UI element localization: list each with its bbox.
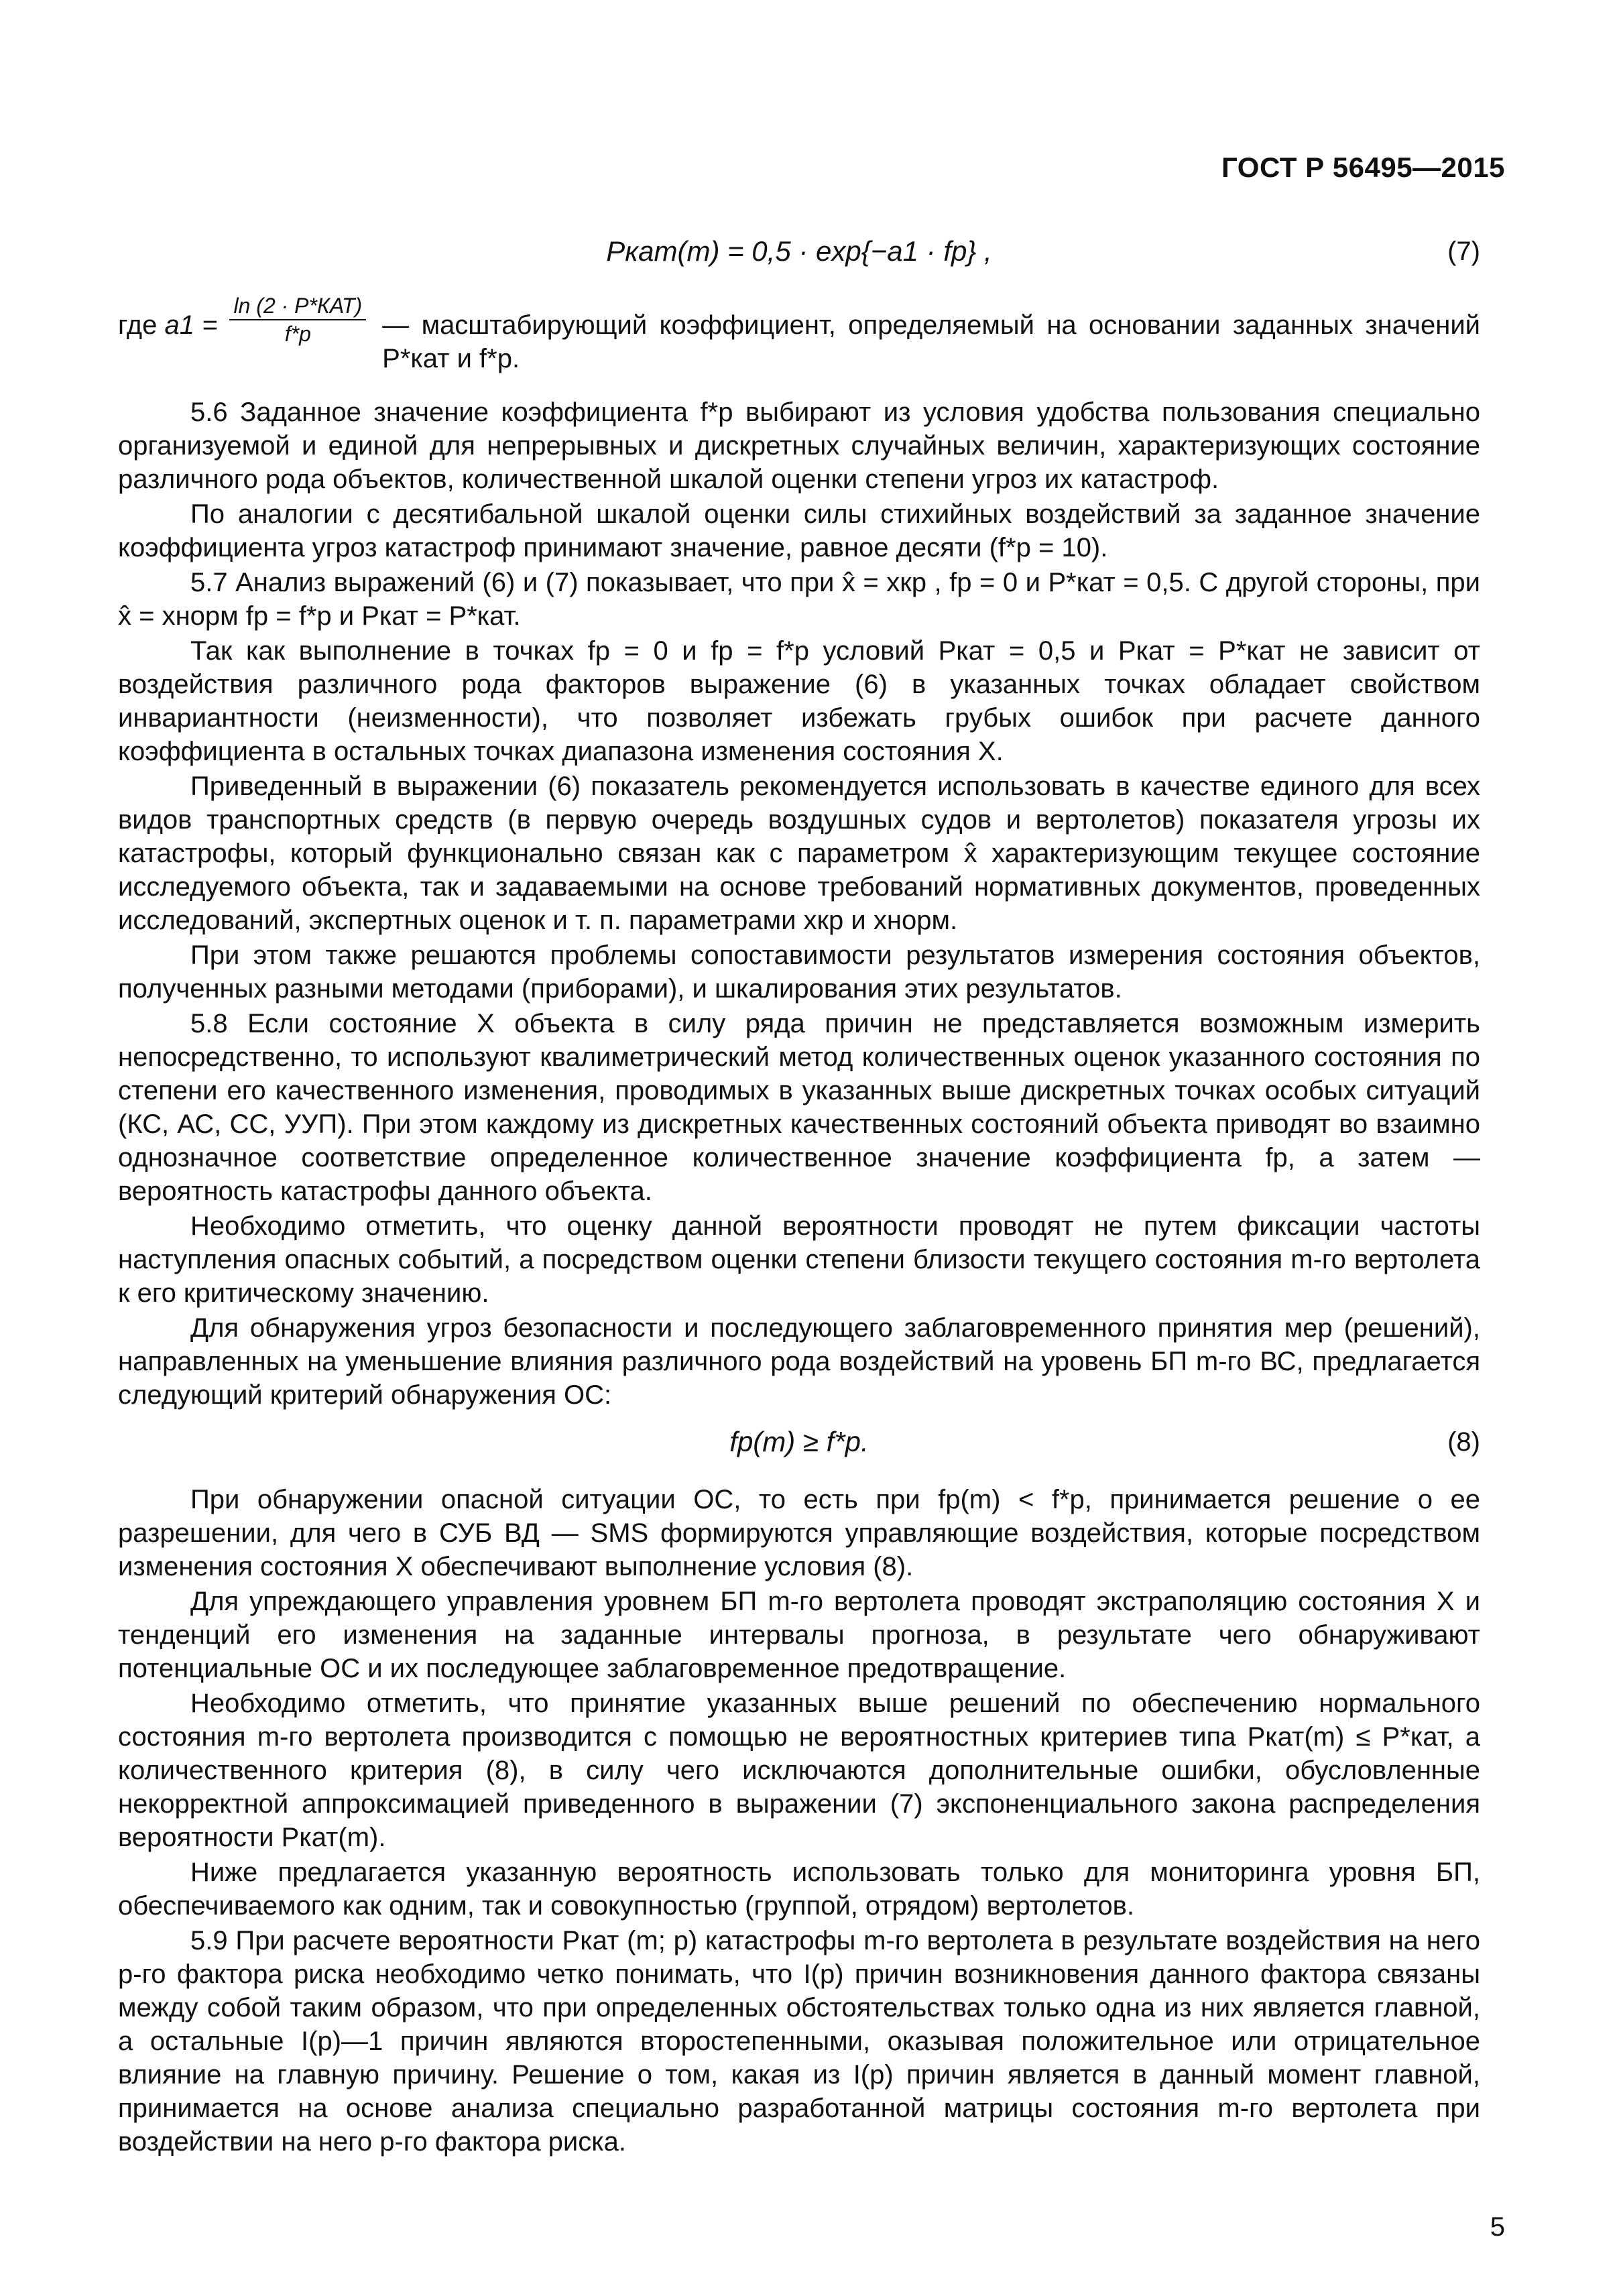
paragraph: Для обнаружения угроз безопасности и последующего заблаговременного принятия мер (решений), направленных на уменьшение влияния различного рода воздействий на уровень БП m-го ВС, предлагается следующий критерий обнаружения ОС: [118, 1313, 1480, 1410]
fraction-numerator: ln (2 · P*КАТ) [229, 292, 366, 320]
formula-number: (8) [1447, 1427, 1480, 1457]
page-number: 5 [1490, 2212, 1505, 2242]
paragraph: Необходимо отметить, что оценку данной вероятности проводят не путем фиксации частоты наступления опасных событий, а посредством оценки степени близости текущего состояния m-го вертолета к его критическому значению. [118, 1211, 1480, 1308]
paragraph: Приведенный в выражении (6) показатель рекомендуется использовать в качестве единого для всех видов транспортных средств (в первую очередь воздушных судов и вертолетов) показателя угрозы их катастрофы, который функционально связан как с параметром x̂ характеризующим текущее состояние исследуемого объекта, так и задаваемыми на основе требований нормативных документов, проведенных исследований, экспертных оценок и т. п. параметрами xкр и xнорм. [118, 772, 1480, 935]
formula-7 [118, 228, 1480, 284]
paragraph: 5.8 Если состояние X объекта в силу ряда причин не представляется возможным измерить непосредственно, то используют квалиметрический метод количественных оценок указанного состояния по степени его качественного изменения, проводимых в указанных выше дискретных точках особых ситуаций (КС, АС, СС, УУП). При этом каждому из дискретных качественных состояний объекта приводят во взаимно однозначное соответствие определенное количественное значение коэффициента fр, а затем — вероятность катастрофы данного объекта. [118, 1009, 1480, 1206]
page-content [118, 221, 1480, 2160]
where-word: где [118, 310, 158, 340]
paragraph: Так как выполнение в точках fр = 0 и fр = f*р условий Pкат = 0,5 и Pкат = P*кат не зависит от воздействия различного рода факторов выражение (6) в указанных точках обладает свойством инвариантности (неизменности), что позволяет избежать грубых ошибок при расчете данного коэффициента в остальных точках диапазона изменения состояния X. [118, 636, 1480, 766]
paragraph: Необходимо отметить, что принятие указанных выше решений по обеспечению нормального состояния m-го вертолета производится с помощью не вероятностных критериев типа Pкат(m) ≤ P*кат, а количественного критерия (8), в силу чего исключаются дополнительные ошибки, обусловленные некорректной аппроксимацией приведенного в выражении (7) экспоненциального закона распределения вероятности Pкат(m). [118, 1689, 1480, 1852]
paragraph: При обнаружении опасной ситуации ОС, то есть при fр(m) < f*р, принимается решение о ее разрешении, для чего в СУБ ВД — SMS формируются управляющие воздействия, которые посредством изменения состояния X обеспечивают выполнение условия (8). [118, 1485, 1480, 1581]
formula-expression: Pкат(m) = 0,5 · exp{−a1 · fр} , [606, 235, 992, 267]
where-lhs: a1 = [164, 310, 218, 340]
paragraph: Для упреждающего управления уровнем БП m-го вертолета проводят экстраполяцию состояния X и тенденций его изменения на заданные интервалы прогноза, в результате чего обнаруживают потенциальные ОС и их последующее заблаговременное предотвращение. [118, 1587, 1480, 1683]
where-description: — масштабирующий коэффициент, определяемый на основании заданных значений P*кат и f*р. [382, 310, 1480, 373]
paragraph: Ниже предлагается указанную вероятность использовать только для мониторинга уровня БП, обеспечиваемого как одним, так и совокупностью (группой, отрядом) вертолетов. [118, 1858, 1480, 1921]
where-lead [118, 292, 229, 342]
fraction [229, 292, 366, 347]
fraction-denominator: f*р [284, 322, 311, 346]
formula-8 [118, 1418, 1480, 1475]
formula-number: (7) [1447, 237, 1480, 266]
paragraph: 5.9 При расчете вероятности Pкат (m; p) катастрофы m-го вертолета в результате воздействия на него p-го фактора риска необходимо четко понимать, что I(p) причин возникновения данного фактора связаны между собой таким образом, что при определенных обстоятельствах только одна из них является главной, а остальные I(p)—1 причин являются второстепенными, оказывая положительное или отрицательное влияние на главную причину. Решение о том, какая из I(p) причин является в данный момент главной, принимается на основе анализа специально разработанной матрицы состояния m-го вертолета при воздействии на него p-го фактора риска. [118, 1926, 1480, 2157]
paragraph: При этом также решаются проблемы сопоставимости результатов измерения состояния объектов, полученных разными методами (приборами), и шкалирования этих результатов. [118, 941, 1480, 1004]
paragraph: 5.7 Анализ выражений (6) и (7) показывает, что при x̂ = xкр , fр = 0 и P*кат = 0,5. С другой стороны, при x̂ = xнорм fр = f*р и Pкат = P*кат. [118, 568, 1480, 631]
formula-expression: fр(m) ≥ f*р. [729, 1426, 869, 1457]
paragraph: По аналогии с десятибальной шкалой оценки силы стихийных воздействий за заданное значение коэффициента угроз катастроф принимают значение, равное десяти (f*р = 10). [118, 499, 1480, 562]
paragraph: 5.6 Заданное значение коэффициента f*р выбирают из условия удобства пользования специально организуемой и единой для непрерывных и дискретных случайных величин, характеризующих состояние различного рода объектов, количественной шкалой оценки степени угроз их катастроф. [118, 398, 1480, 494]
where-block [118, 292, 1480, 375]
document-header: ГОСТ Р 56495—2015 [1221, 152, 1505, 183]
